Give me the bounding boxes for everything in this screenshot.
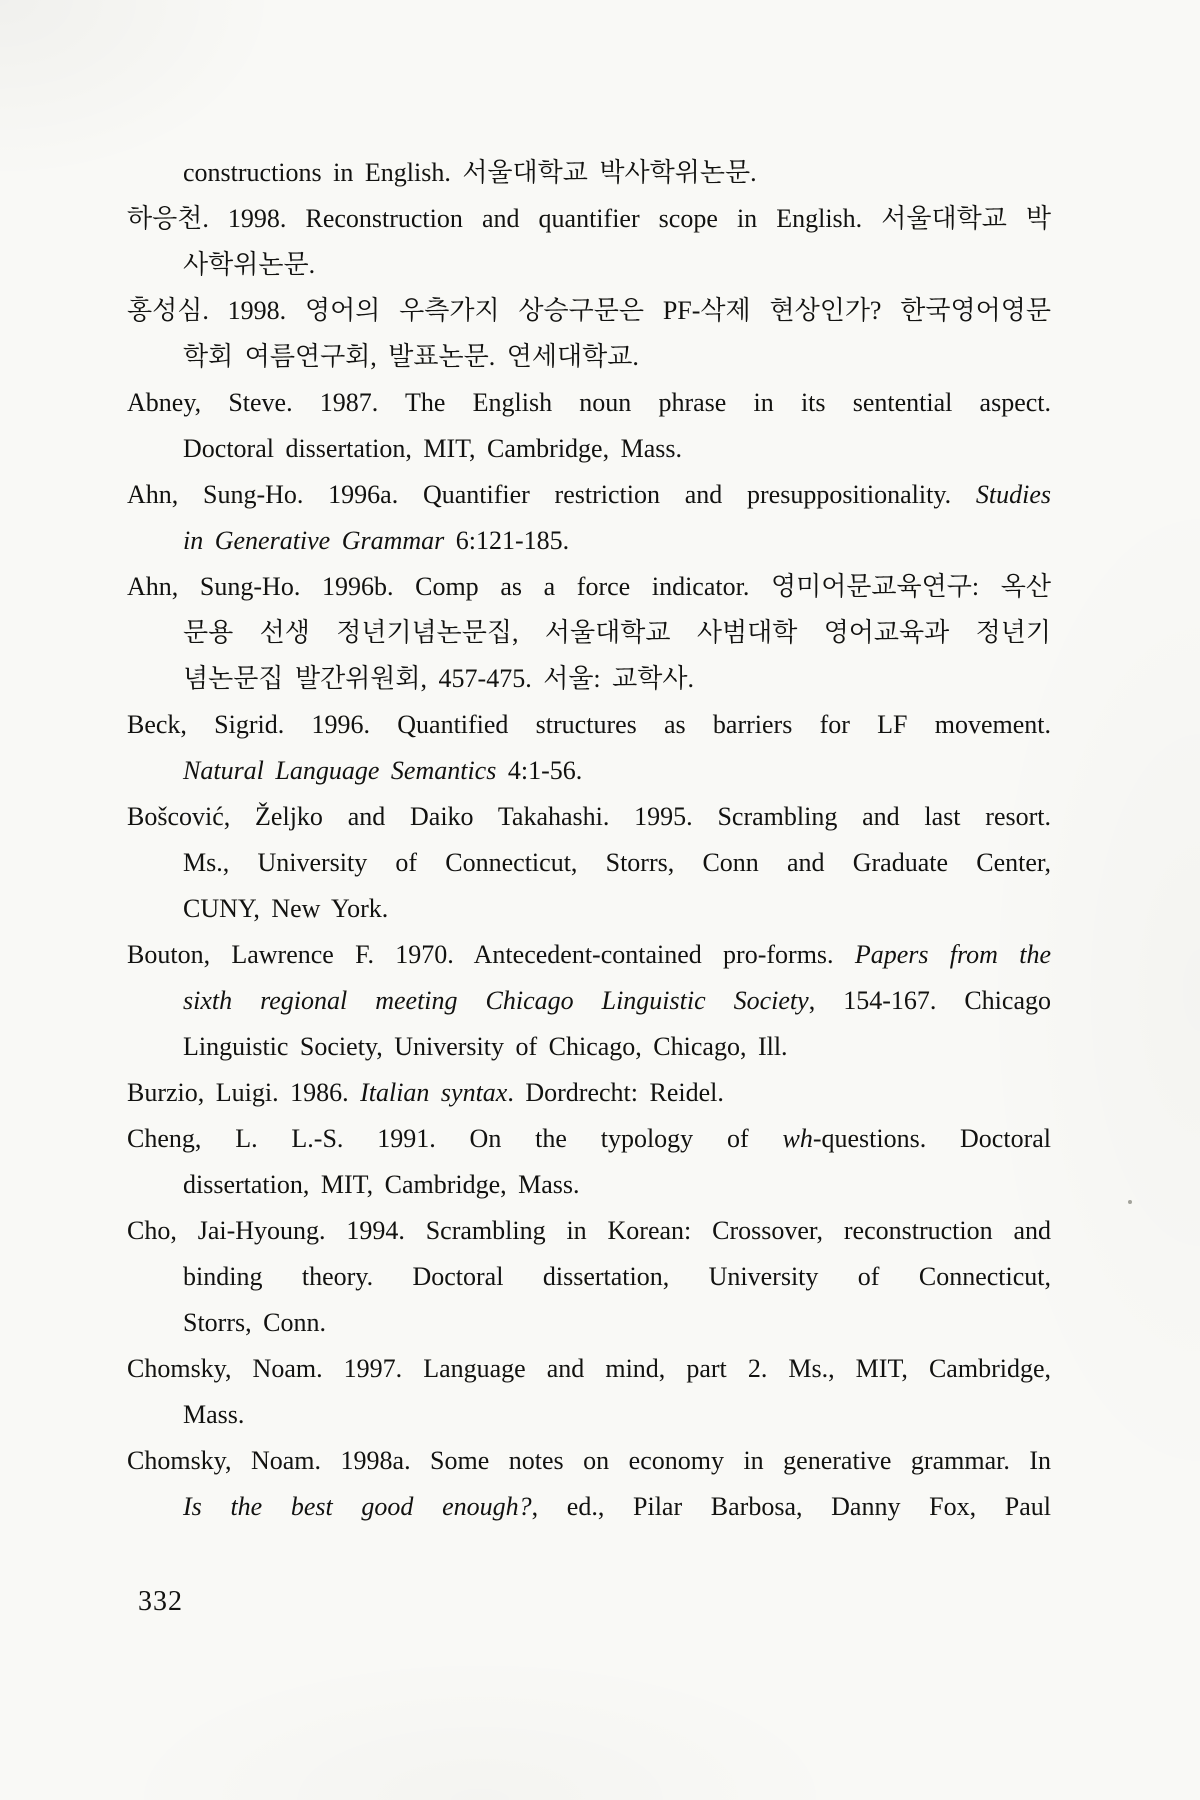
reference-text: constructions in English. 서울대학교 박사학위논문.	[183, 158, 757, 187]
reference-text: 학회 여름연구회, 발표논문. 연세대학교.	[183, 342, 639, 371]
reference-text: 념논문집 발간위원회, 457-475. 서울: 교학사.	[183, 664, 695, 693]
references-list	[127, 150, 1051, 1530]
reference-line	[127, 242, 1051, 288]
reference-entry	[127, 1346, 1051, 1438]
reference-line	[127, 1300, 1051, 1346]
reference-text: Mass.	[183, 1400, 245, 1429]
reference-line	[127, 794, 1051, 840]
reference-line	[127, 564, 1051, 610]
reference-entry	[127, 564, 1051, 702]
reference-line	[127, 978, 1051, 1024]
reference-line	[127, 288, 1051, 334]
scan-speck	[1128, 1200, 1132, 1204]
reference-entry	[127, 702, 1051, 794]
reference-text: Doctoral dissertation, MIT, Cambridge, Mass.	[183, 434, 682, 463]
reference-text-italic: Papers from the	[854, 940, 1051, 969]
reference-line	[127, 1392, 1051, 1438]
reference-entry	[127, 1116, 1051, 1208]
reference-text: Cheng, L. L.-S. 1991. On the typology of	[127, 1124, 783, 1153]
page-number: 332	[138, 1586, 183, 1617]
reference-text-italic: Natural Language Semantics	[183, 756, 497, 785]
reference-text: Linguistic Society, University of Chicago, Chicago, Ill.	[183, 1032, 788, 1061]
reference-line	[127, 426, 1051, 472]
reference-line	[127, 656, 1051, 702]
reference-text: Cho, Jai-Hyoung. 1994. Scrambling in Korean: Crossover, reconstruction and	[127, 1216, 1051, 1245]
reference-line	[127, 1484, 1051, 1530]
reference-text-italic: wh	[782, 1124, 813, 1153]
reference-entry	[127, 288, 1051, 380]
reference-text: Beck, Sigrid. 1996. Quantified structures as barriers for LF movement.	[127, 710, 1051, 739]
reference-text: Abney, Steve. 1987. The English noun phrase in its sentential aspect.	[127, 388, 1051, 417]
reference-text: 문용 선생 정년기념논문집, 서울대학교 사범대학 영어교육과 정년기	[183, 618, 1051, 647]
reference-text: Bošcović, Željko and Daiko Takahashi. 1995. Scrambling and last resort.	[127, 802, 1051, 831]
reference-text: Burzio, Luigi. 1986.	[127, 1078, 361, 1107]
reference-entry	[127, 1438, 1051, 1530]
reference-line	[127, 1162, 1051, 1208]
reference-entry	[127, 380, 1051, 472]
reference-text: Storrs, Conn.	[183, 1308, 326, 1337]
reference-text: 사학위논문.	[183, 250, 316, 279]
reference-text-italic: Italian syntax	[360, 1078, 508, 1107]
reference-text: 하응천. 1998. Reconstruction and quantifier scope in English. 서울대학교 박	[127, 204, 1051, 233]
reference-text: Chomsky, Noam. 1997. Language and mind, part 2. Ms., MIT, Cambridge,	[127, 1354, 1051, 1383]
reference-entry	[127, 196, 1051, 288]
reference-text: Ahn, Sung-Ho. 1996b. Comp as a force indicator. 영미어문교육연구: 옥산	[127, 572, 1051, 601]
reference-text: 홍성심. 1998. 영어의 우측가지 상승구문은 PF-삭제 현상인가? 한국영어영문	[127, 296, 1051, 325]
reference-line	[127, 932, 1051, 978]
reference-line	[127, 748, 1051, 794]
reference-entry	[127, 932, 1051, 1070]
reference-line	[127, 1070, 1051, 1116]
reference-text-italic: in Generative Grammar	[183, 526, 445, 555]
reference-text: Chomsky, Noam. 1998a. Some notes on economy in generative grammar. In	[127, 1446, 1051, 1475]
reference-line	[127, 518, 1051, 564]
reference-line	[127, 1254, 1051, 1300]
reference-line	[127, 472, 1051, 518]
reference-text-italic: Studies	[975, 480, 1051, 509]
reference-line	[127, 1116, 1051, 1162]
reference-line	[127, 1438, 1051, 1484]
reference-line	[127, 1024, 1051, 1070]
reference-text: Bouton, Lawrence F. 1970. Antecedent-contained pro-forms.	[127, 940, 855, 969]
reference-text: Ahn, Sung-Ho. 1996a. Quantifier restriction and presuppositionality.	[127, 480, 976, 509]
reference-line	[127, 610, 1051, 656]
reference-text: 4:1-56.	[496, 756, 583, 785]
reference-line	[127, 334, 1051, 380]
reference-line	[127, 886, 1051, 932]
reference-text: . Dordrecht: Reidel.	[507, 1078, 724, 1107]
reference-text: 6:121-185.	[444, 526, 570, 555]
reference-text-italic: Is the best good enough?	[183, 1492, 532, 1521]
reference-line	[127, 380, 1051, 426]
reference-text: -questions. Doctoral	[812, 1124, 1051, 1153]
reference-entry	[127, 794, 1051, 932]
reference-line	[127, 702, 1051, 748]
reference-entry	[127, 472, 1051, 564]
reference-text-italic: sixth regional meeting Chicago Linguistic Society	[183, 986, 809, 1015]
reference-line	[127, 840, 1051, 886]
reference-entry	[127, 1208, 1051, 1346]
reference-text: CUNY, New York.	[183, 894, 389, 923]
reference-text: , ed., Pilar Barbosa, Danny Fox, Paul	[531, 1492, 1051, 1521]
reference-text: Ms., University of Connecticut, Storrs, Conn and Graduate Center,	[183, 848, 1051, 877]
reference-line	[127, 1208, 1051, 1254]
reference-line	[127, 150, 1051, 196]
reference-entry	[127, 150, 1051, 196]
reference-text: dissertation, MIT, Cambridge, Mass.	[183, 1170, 580, 1199]
reference-text: , 154-167. Chicago	[808, 986, 1051, 1015]
reference-text: binding theory. Doctoral dissertation, University of Connecticut,	[183, 1262, 1051, 1291]
reference-line	[127, 1346, 1051, 1392]
reference-entry	[127, 1070, 1051, 1116]
reference-line	[127, 196, 1051, 242]
